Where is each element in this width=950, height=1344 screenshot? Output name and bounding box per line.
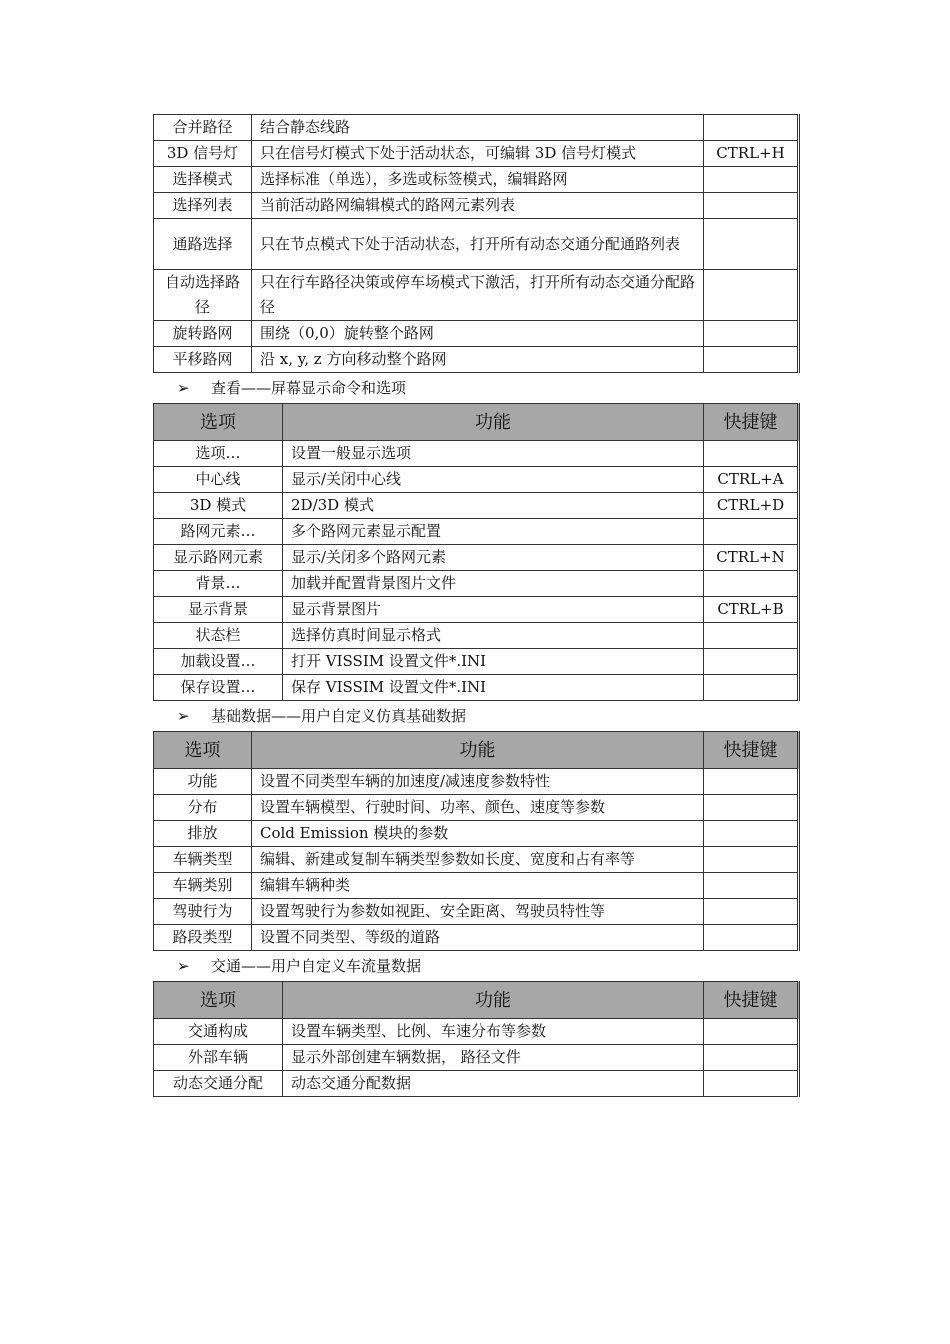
table-row [154,1045,799,1071]
shortcut-cell [704,899,799,925]
table-row [154,519,799,545]
option-cell: 旋转路网 [154,321,252,347]
shortcut-cell [704,167,799,193]
option-cell: 动态交通分配 [154,1071,283,1097]
function-cell: 保存 VISSIM 设置文件*.INI [283,675,704,701]
function-cell: 设置不同类型车辆的加速度/减速度参数特性 [252,769,704,795]
table-row [154,1019,799,1045]
view-options-table [153,403,800,701]
section-title: 查看——屏幕显示命令和选项 [211,379,407,397]
table-row [154,571,799,597]
option-cell: 显示背景 [154,597,283,623]
table-row [154,467,799,493]
option-cell: 通路选择 [154,219,252,270]
shortcut-cell [704,649,799,675]
table-row [154,193,799,219]
header-option: 选项 [154,404,283,441]
function-cell: 显示/关闭中心线 [283,467,704,493]
table-row [154,623,799,649]
shortcut-cell [704,925,799,951]
option-cell: 功能 [154,769,252,795]
table-row [154,925,799,951]
function-cell: 只在节点模式下处于活动状态，打开所有动态交通分配通路列表 [252,219,704,270]
option-cell: 分布 [154,795,252,821]
table-row [154,597,799,623]
function-cell: Cold Emission 模块的参数 [252,821,704,847]
bullet-arrow-icon: ➢ [177,707,190,725]
option-cell: 选择模式 [154,167,252,193]
function-cell: 多个路网元素显示配置 [283,519,704,545]
table-header-row [154,982,799,1019]
header-function: 功能 [283,404,704,441]
table-row [154,115,799,141]
shortcut-cell [704,873,799,899]
shortcut-cell [704,1019,799,1045]
option-cell: 3D 模式 [154,493,283,519]
section-title: 交通——用户自定义车流量数据 [211,957,422,975]
table-row [154,493,799,519]
section-heading-base-data [153,701,798,731]
option-cell: 自动选择路径 [154,270,252,321]
function-cell: 设置不同类型、等级的道路 [252,925,704,951]
option-cell: 外部车辆 [154,1045,283,1071]
option-cell: 车辆类别 [154,873,252,899]
function-cell: 编辑、新建或复制车辆类型参数如长度、宽度和占有率等 [252,847,704,873]
function-cell: 结合静态线路 [252,115,704,141]
function-cell: 设置一般显示选项 [283,441,704,467]
function-cell: 选择仿真时间显示格式 [283,623,704,649]
function-cell: 显示外部创建车辆数据， 路径文件 [283,1045,704,1071]
function-cell: 显示背景图片 [283,597,704,623]
function-cell: 当前活动路网编辑模式的路网元素列表 [252,193,704,219]
function-cell: 设置车辆类型、比例、车速分布等参数 [283,1019,704,1045]
section-heading-traffic [153,951,798,981]
option-cell: 加载设置… [154,649,283,675]
shortcut-cell: CTRL+D [704,493,799,519]
table-row [154,1071,799,1097]
option-cell: 保存设置… [154,675,283,701]
shortcut-cell: CTRL+A [704,467,799,493]
table-row [154,270,799,321]
option-cell: 排放 [154,821,252,847]
shortcut-cell [704,219,799,270]
function-cell: 显示/关闭多个路网元素 [283,545,704,571]
shortcut-cell [704,795,799,821]
table-header-row [154,732,799,769]
option-cell: 3D 信号灯 [154,141,252,167]
shortcut-cell: CTRL+N [704,545,799,571]
table-row [154,167,799,193]
header-shortcut: 快捷键 [704,732,799,769]
shortcut-cell [704,571,799,597]
option-cell: 中心线 [154,467,283,493]
section-heading-view [153,373,798,403]
header-shortcut: 快捷键 [704,404,799,441]
table-row [154,873,799,899]
function-cell: 打开 VISSIM 设置文件*.INI [283,649,704,675]
shortcut-cell [704,821,799,847]
table-row [154,821,799,847]
table-row [154,219,799,270]
network-edit-table [153,114,800,373]
shortcut-cell [704,519,799,545]
shortcut-cell [704,321,799,347]
document-page [153,114,798,1097]
option-cell: 路网元素… [154,519,283,545]
function-cell: 编辑车辆种类 [252,873,704,899]
table-row [154,545,799,571]
shortcut-cell: CTRL+B [704,597,799,623]
base-data-table [153,731,800,951]
shortcut-cell [704,115,799,141]
function-cell: 围绕（0,0）旋转整个路网 [252,321,704,347]
shortcut-cell: CTRL+H [704,141,799,167]
shortcut-cell [704,347,799,373]
header-option: 选项 [154,732,252,769]
function-cell: 选择标准（单选），多选或标签模式，编辑路网 [252,167,704,193]
option-cell: 背景… [154,571,283,597]
shortcut-cell [704,1071,799,1097]
section-title: 基础数据——用户自定义仿真基础数据 [211,707,467,725]
option-cell: 选项… [154,441,283,467]
option-cell: 平移路网 [154,347,252,373]
header-shortcut: 快捷键 [704,982,799,1019]
table-row [154,899,799,925]
table-row [154,141,799,167]
table-row [154,347,799,373]
table-row [154,769,799,795]
shortcut-cell [704,193,799,219]
bullet-arrow-icon: ➢ [177,379,190,397]
bullet-arrow-icon: ➢ [177,957,190,975]
function-cell: 动态交通分配数据 [283,1071,704,1097]
option-cell: 状态栏 [154,623,283,649]
shortcut-cell [704,847,799,873]
shortcut-cell [704,675,799,701]
table-row [154,321,799,347]
shortcut-cell [704,270,799,321]
option-cell: 合并路径 [154,115,252,141]
shortcut-cell [704,1045,799,1071]
header-function: 功能 [252,732,704,769]
function-cell: 2D/3D 模式 [283,493,704,519]
option-cell: 驾驶行为 [154,899,252,925]
function-cell: 加载并配置背景图片文件 [283,571,704,597]
option-cell: 路段类型 [154,925,252,951]
option-cell: 选择列表 [154,193,252,219]
function-cell: 设置车辆模型、行驶时间、功率、颜色、速度等参数 [252,795,704,821]
shortcut-cell [704,769,799,795]
table-row [154,795,799,821]
traffic-table [153,981,800,1097]
table-row [154,441,799,467]
option-cell: 显示路网元素 [154,545,283,571]
header-function: 功能 [283,982,704,1019]
function-cell: 沿 x, y, z 方向移动整个路网 [252,347,704,373]
function-cell: 设置驾驶行为参数如视距、安全距离、驾驶员特性等 [252,899,704,925]
shortcut-cell [704,623,799,649]
table-header-row [154,404,799,441]
table-row [154,847,799,873]
function-cell: 只在行车路径决策或停车场模式下激活，打开所有动态交通分配路径 [252,270,704,321]
table-row [154,675,799,701]
table-row [154,649,799,675]
function-cell: 只在信号灯模式下处于活动状态，可编辑 3D 信号灯模式 [252,141,704,167]
option-cell: 交通构成 [154,1019,283,1045]
header-option: 选项 [154,982,283,1019]
option-cell: 车辆类型 [154,847,252,873]
shortcut-cell [704,441,799,467]
